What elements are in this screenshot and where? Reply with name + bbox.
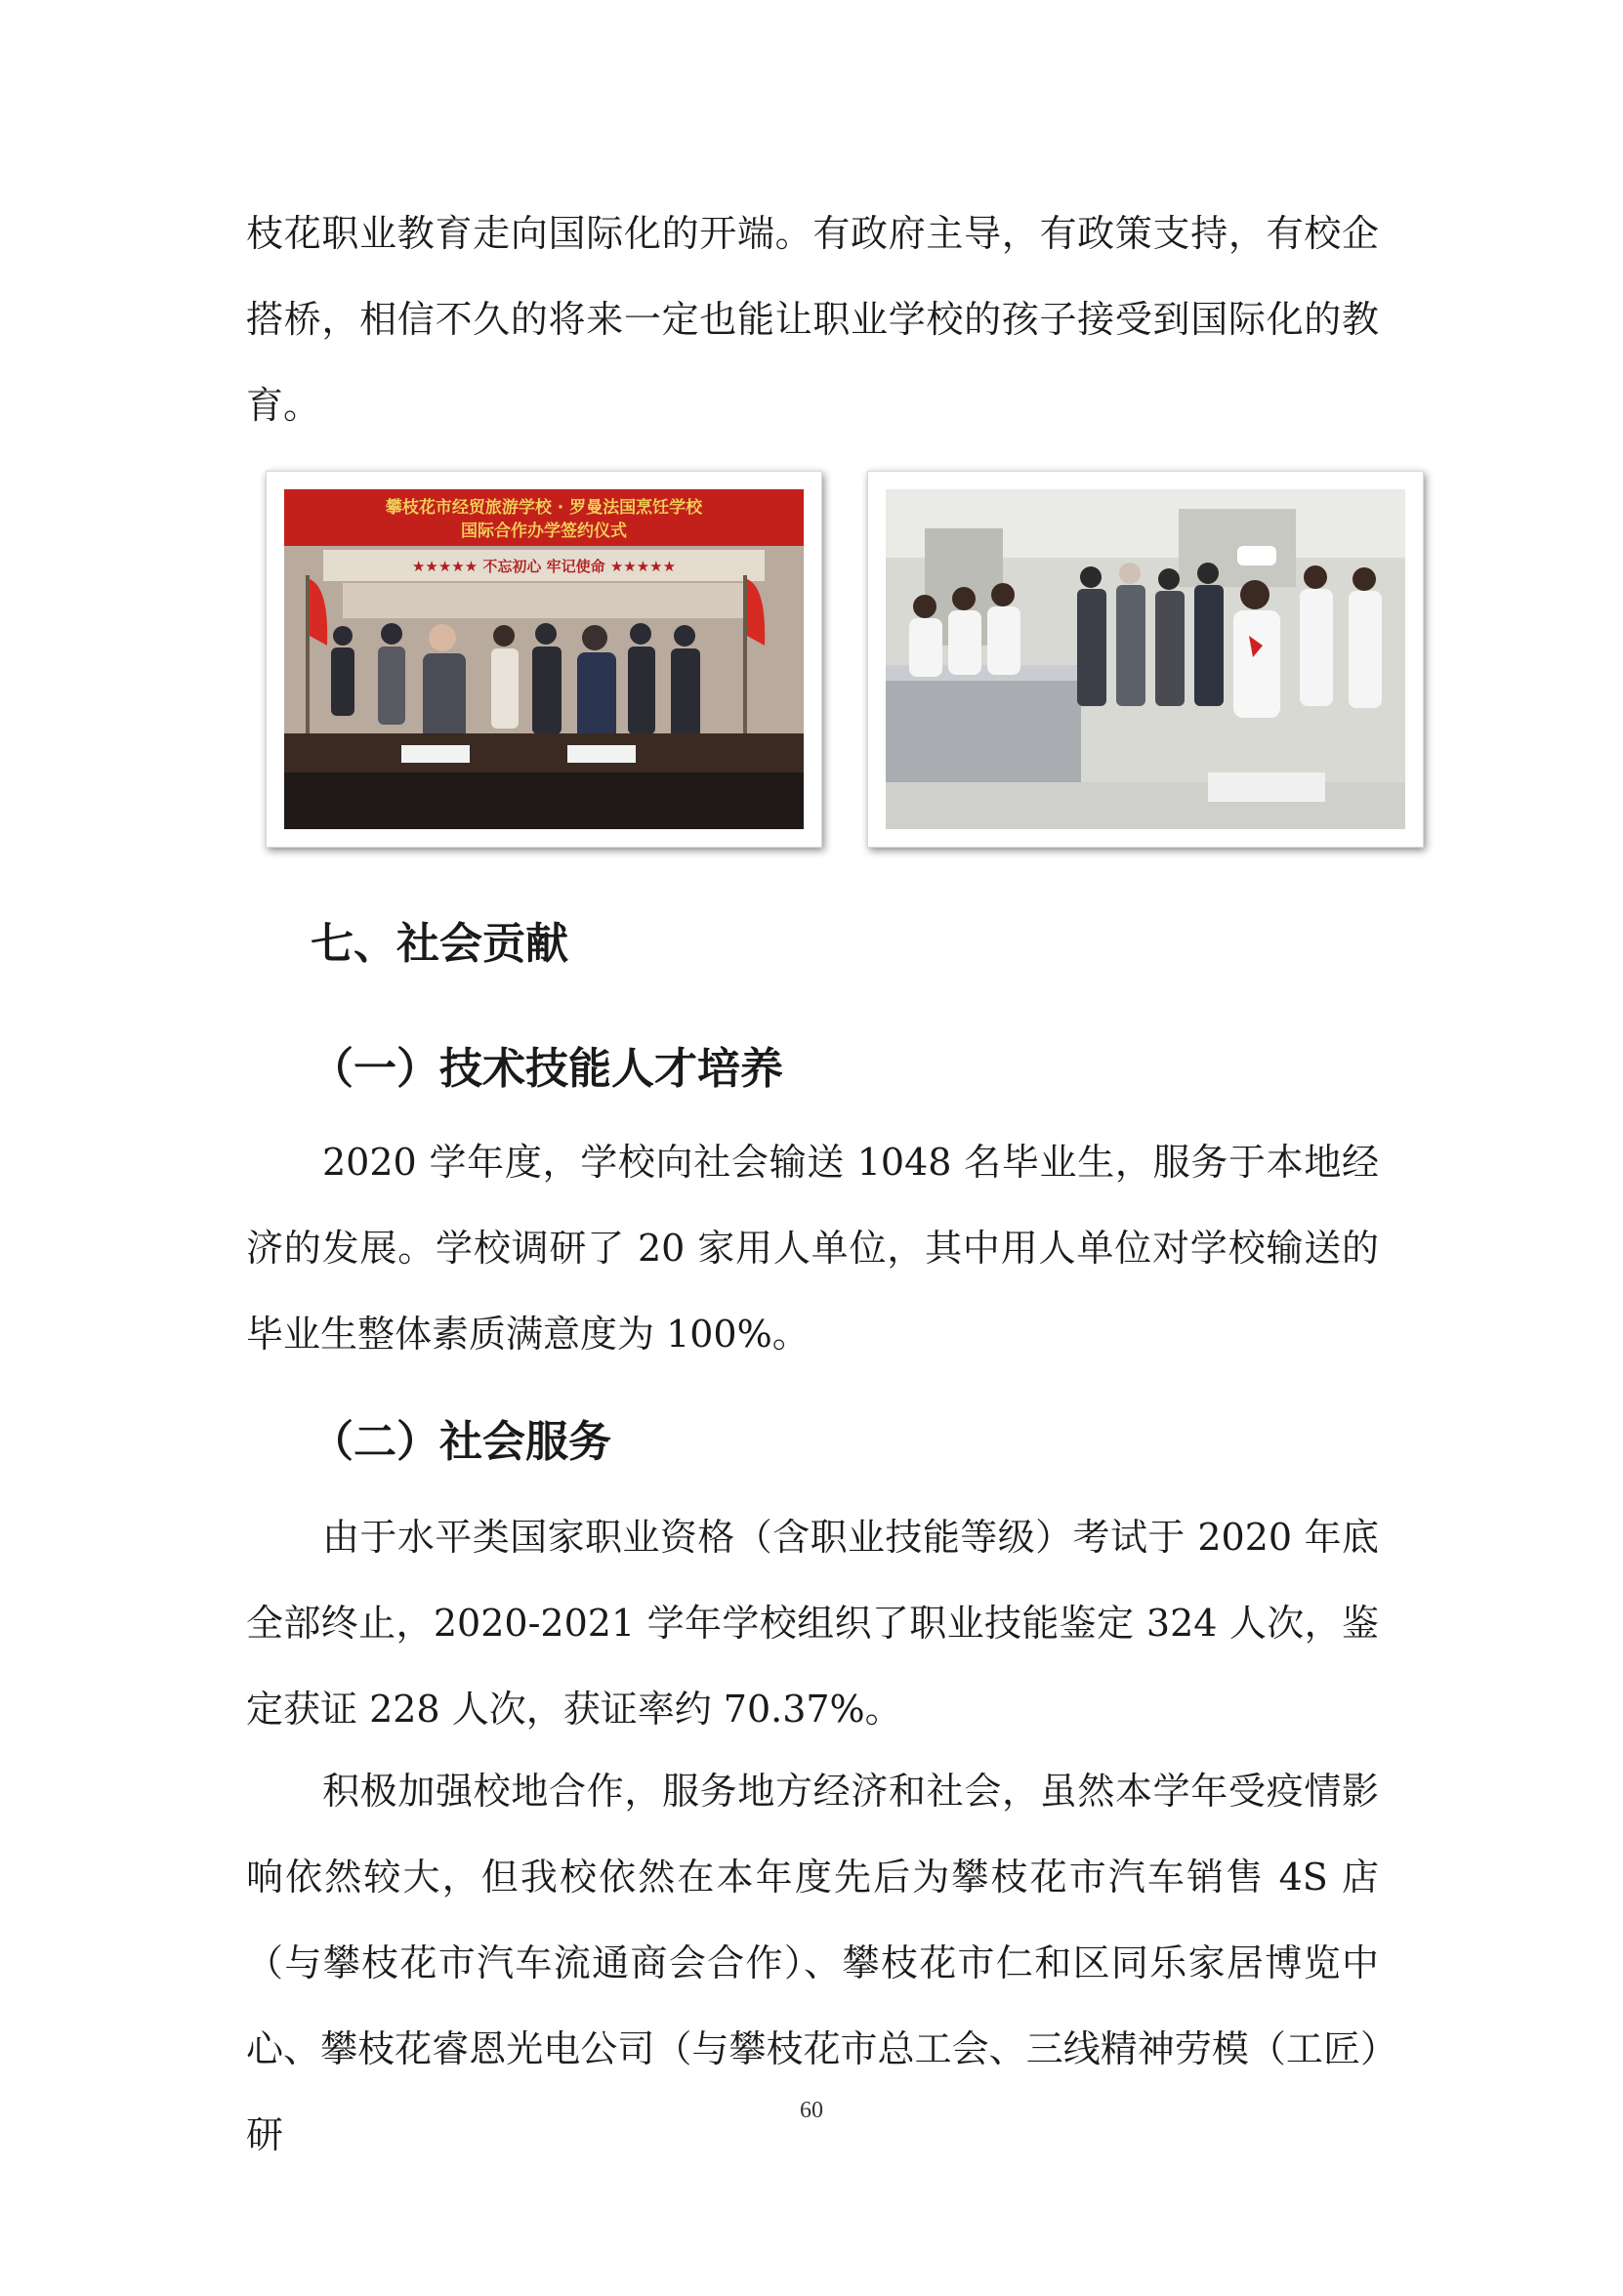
subheading-talent-training: （一）技术技能人才培养 bbox=[311, 1044, 783, 1094]
page-number: 60 bbox=[800, 2098, 823, 2123]
banner-title-line2: 国际合作办学签约仪式 bbox=[461, 522, 627, 541]
signing-ceremony-image bbox=[284, 489, 804, 829]
section-heading-social-contribution: 七、社会贡献 bbox=[311, 919, 568, 969]
photo-signing-ceremony bbox=[266, 471, 822, 848]
photo-kitchen-training bbox=[867, 471, 1424, 848]
subheading-social-service: （二）社会服务 bbox=[311, 1417, 611, 1467]
kitchen-training-image bbox=[886, 489, 1405, 829]
banner-title-line1: 攀枝花市经贸旅游学校 · 罗曼法国烹饪学校 bbox=[385, 498, 703, 518]
paragraph-skill-certification: 由于水平类国家职业资格（含职业技能等级）考试于 2020 年底全部终止，2020-2021 学年学校组织了职业技能鉴定 324 人次，鉴定获证 228 人次，获证率约 70.37%。 bbox=[246, 1516, 1379, 1731]
paragraph-school-local-cooperation: 积极加强校地合作，服务地方经济和社会，虽然本学年受疫情影响依然较大，但我校依然在本年度先后为攀枝花市汽车销售 4S 店（与攀枝花市汽车流通商会合作）、攀枝花市仁和区同乐家居博览中心、攀枝花睿恩光电公司（与攀枝花市总工会、三线精神劳模（工匠）研 bbox=[246, 1770, 1379, 2156]
banner-slogan: ★★★★★ 不忘初心 牢记使命 ★★★★★ bbox=[411, 558, 677, 575]
paragraph-graduates: 2020 学年度，学校向社会输送 1048 名毕业生，服务于本地经济的发展。学校调研了 20 家用人单位，其中用人单位对学校输送的毕业生整体素质满意度为 100%。 bbox=[246, 1141, 1379, 1356]
paragraph-intl-education: 枝花职业教育走向国际化的开端。有政府主导，有政策支持，有校企搭桥，相信不久的将来一定也能让职业学校的孩子接受到国际化的教育。 bbox=[246, 212, 1379, 427]
